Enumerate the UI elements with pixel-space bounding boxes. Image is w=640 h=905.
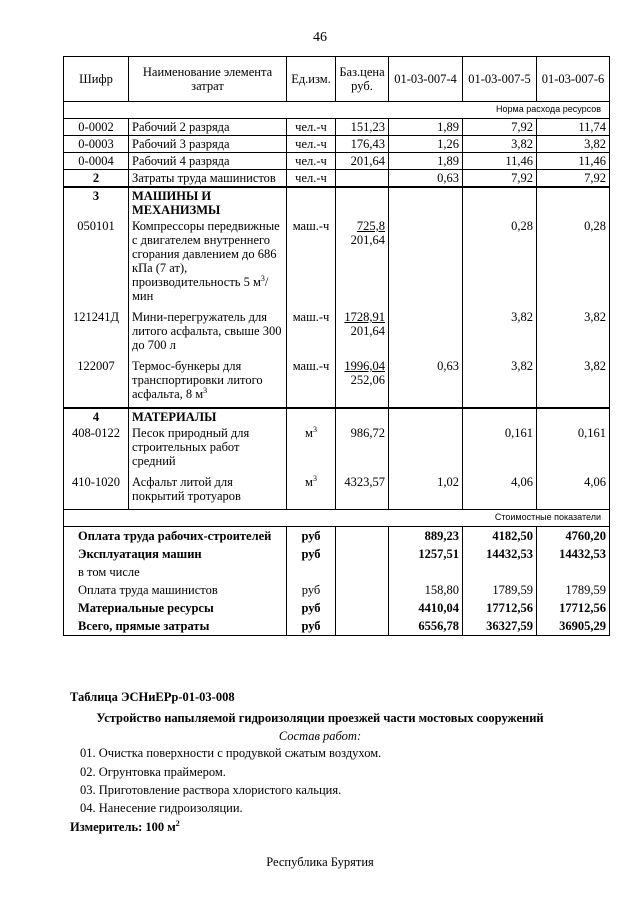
empty-cell xyxy=(336,187,389,218)
empty-cell xyxy=(537,187,610,218)
row-value xyxy=(389,218,463,309)
row-unit: маш.-ч xyxy=(287,309,336,358)
row-value xyxy=(389,425,463,474)
cost-value: 6556,78 xyxy=(389,617,463,636)
machines-section-row xyxy=(64,187,610,218)
worker-row xyxy=(64,136,610,153)
page-number: 46 xyxy=(313,30,327,45)
row-value: 11,74 xyxy=(537,119,610,136)
cost-name: Оплата труда машинистов xyxy=(64,581,287,599)
cost-unit: руб xyxy=(287,545,336,563)
norm-row xyxy=(64,102,610,119)
izmeritel-sup: 2 xyxy=(175,818,180,828)
work-item-4: 04. Нанесение гидроизоляции. xyxy=(80,801,243,815)
row-value: 0,28 xyxy=(537,218,610,309)
row-value: 7,92 xyxy=(463,119,537,136)
row-unit: чел.-ч xyxy=(287,170,336,188)
row-name xyxy=(129,309,287,358)
work-item-1: 01. Очистка поверхности с продувкой сжатым воздухом. xyxy=(80,746,382,760)
cost-value: 1257,51 xyxy=(389,545,463,563)
row-name-sup: 3 xyxy=(203,385,208,395)
section-code: 3 xyxy=(64,187,129,218)
row-code: 0-0003 xyxy=(64,136,129,153)
row-code: 0-0004 xyxy=(64,153,129,170)
empty-cell xyxy=(336,527,389,546)
row-value: 0,161 xyxy=(463,425,537,474)
cost-value: 36327,59 xyxy=(463,617,537,636)
table2-subtitle: Устройство напыляемой гидроизоляции проезжей части мостовых сооружений xyxy=(96,711,544,725)
cost-name: Материальные ресурсы xyxy=(64,599,287,617)
cost-label-row xyxy=(64,510,610,527)
table2-title: Таблица ЭСНиЕРр-01-03-008 xyxy=(70,690,235,704)
cost-row xyxy=(64,545,610,563)
worker-row xyxy=(64,153,610,170)
cost-value xyxy=(463,563,537,581)
material-row xyxy=(64,425,610,474)
cost-row xyxy=(64,617,610,636)
row-value: 3,82 xyxy=(537,309,610,358)
cost-value: 36905,29 xyxy=(537,617,610,636)
header-row xyxy=(64,57,610,102)
cost-value: 4182,50 xyxy=(463,527,537,546)
cost-name: Оплата труда рабочих-строителей xyxy=(64,527,287,546)
row-unit-sup: 3 xyxy=(312,424,317,434)
header-name: Наименование элемента затрат xyxy=(129,57,287,102)
section-code: 4 xyxy=(64,408,129,425)
row-value: 1,89 xyxy=(389,119,463,136)
cost-value: 4760,20 xyxy=(537,527,610,546)
row-value: 3,82 xyxy=(463,358,537,408)
row-code: 050101 xyxy=(64,218,129,309)
row-unit: чел.-ч xyxy=(287,119,336,136)
row-unit: чел.-ч xyxy=(287,136,336,153)
cost-name: Эксплуатация машин xyxy=(64,545,287,563)
row-unit: маш.-ч xyxy=(287,358,336,408)
machinists-row xyxy=(64,170,610,188)
row-price xyxy=(336,358,389,408)
empty-cell xyxy=(336,545,389,563)
cost-unit: руб xyxy=(287,581,336,599)
row-name: Затраты труда машинистов xyxy=(129,170,287,188)
row-unit-sup: 3 xyxy=(312,473,317,483)
row-name: Рабочий 3 разряда xyxy=(129,136,287,153)
worker-row xyxy=(64,119,610,136)
work-item-2: 02. Огрунтовка праймером. xyxy=(80,765,226,779)
row-code: 121241Д xyxy=(64,309,129,358)
row-value: 3,82 xyxy=(463,309,537,358)
row-unit xyxy=(287,474,336,510)
row-name-tail: /мин xyxy=(132,275,269,303)
row-value: 7,92 xyxy=(463,170,537,188)
row-value: 11,46 xyxy=(463,153,537,170)
row-name xyxy=(129,218,287,309)
row-unit: чел.-ч xyxy=(287,153,336,170)
row-value: 1,02 xyxy=(389,474,463,510)
row-value: 11,46 xyxy=(537,153,610,170)
empty-cell xyxy=(336,599,389,617)
row-value: 4,06 xyxy=(463,474,537,510)
row-value: 1,89 xyxy=(389,153,463,170)
row-value: 1,26 xyxy=(389,136,463,153)
header-col-1: 01-03-007-4 xyxy=(389,57,463,102)
row-price xyxy=(336,218,389,309)
row-code: 0-0002 xyxy=(64,119,129,136)
cost-unit: руб xyxy=(287,527,336,546)
header-col-3: 01-03-007-6 xyxy=(537,57,610,102)
row-code: 2 xyxy=(64,170,129,188)
row-name-text: Компрессоры передвижные с двигателем внутреннего сгорания давлением до 686 кПа (7 ат), производительность 5 м xyxy=(132,219,280,289)
material-row xyxy=(64,474,610,510)
cost-label: Стоимостные показатели xyxy=(64,510,610,527)
cost-value: 889,23 xyxy=(389,527,463,546)
row-price-base: 1996,04 xyxy=(344,359,385,373)
row-name: Асфальт литой для покрытий тротуаров xyxy=(129,474,287,510)
row-value: 0,28 xyxy=(463,218,537,309)
header-price: Баз.цена руб. xyxy=(336,57,389,102)
empty-cell xyxy=(336,563,389,581)
cost-row xyxy=(64,581,610,599)
row-price-wage: 201,64 xyxy=(350,233,385,247)
row-value: 3,82 xyxy=(537,136,610,153)
empty-cell xyxy=(336,581,389,599)
row-name: Песок природный для строительных работ средний xyxy=(129,425,287,474)
row-value: 0,63 xyxy=(389,170,463,188)
cost-row xyxy=(64,527,610,546)
row-name-text: Термос-бункеры для транспортировки литого асфальта, 8 м xyxy=(132,359,263,401)
row-price-base: 725,8 xyxy=(356,219,385,233)
row-name-text: Мини-перегружатель для литого асфальта, свыше 300 до 700 л xyxy=(132,310,282,352)
cost-unit xyxy=(287,563,336,581)
row-price xyxy=(336,170,389,188)
cost-value xyxy=(537,563,610,581)
resource-table xyxy=(63,56,610,636)
cost-value: 4410,04 xyxy=(389,599,463,617)
materials-section-row xyxy=(64,408,610,425)
cost-unit: руб xyxy=(287,599,336,617)
empty-cell xyxy=(463,408,537,425)
machine-row xyxy=(64,309,610,358)
row-code: 408-0122 xyxy=(64,425,129,474)
table2-sostav: Состав работ: xyxy=(278,729,362,743)
cost-value: 158,80 xyxy=(389,581,463,599)
row-name xyxy=(129,358,287,408)
row-name: Рабочий 4 разряда xyxy=(129,153,287,170)
row-price-wage: 252,06 xyxy=(350,373,385,387)
cost-value: 17712,56 xyxy=(463,599,537,617)
izmeritel-text: Измеритель: 100 м xyxy=(70,820,176,834)
empty-cell xyxy=(389,408,463,425)
header-code: Шифр xyxy=(64,57,129,102)
row-value: 0,63 xyxy=(389,358,463,408)
row-unit-text: м xyxy=(305,475,313,489)
row-unit: маш.-ч xyxy=(287,218,336,309)
norm-label: Норма расхода ресурсов xyxy=(64,102,610,119)
row-price xyxy=(336,309,389,358)
row-price: 176,43 xyxy=(336,136,389,153)
section-title: МАШИНЫ И МЕХАНИЗМЫ xyxy=(129,187,287,218)
cost-value: 14432,53 xyxy=(537,545,610,563)
cost-unit: руб xyxy=(287,617,336,636)
row-price-wage: 201,64 xyxy=(350,324,385,338)
row-unit xyxy=(287,425,336,474)
empty-cell xyxy=(336,617,389,636)
row-price: 4323,57 xyxy=(336,474,389,510)
row-unit-text: м xyxy=(305,426,313,440)
row-value: 4,06 xyxy=(537,474,610,510)
row-value: 3,82 xyxy=(463,136,537,153)
machine-row xyxy=(64,218,610,309)
izmeritel xyxy=(70,820,640,835)
empty-cell xyxy=(537,408,610,425)
header-col-2: 01-03-007-5 xyxy=(463,57,537,102)
cost-value: 14432,53 xyxy=(463,545,537,563)
row-value: 3,82 xyxy=(537,358,610,408)
cost-row xyxy=(64,563,610,581)
cost-row xyxy=(64,599,610,617)
row-value: 0,161 xyxy=(537,425,610,474)
cost-value: 1789,59 xyxy=(537,581,610,599)
row-price-base: 1728,91 xyxy=(344,310,385,324)
work-item-3: 03. Приготовление раствора хлористого кальция. xyxy=(80,783,342,797)
footer: Республика Бурятия xyxy=(266,855,374,869)
empty-cell xyxy=(389,187,463,218)
header-unit: Ед.изм. xyxy=(287,57,336,102)
row-value: 7,92 xyxy=(537,170,610,188)
empty-cell xyxy=(463,187,537,218)
section-title: МАТЕРИАЛЫ xyxy=(129,408,287,425)
row-code: 122007 xyxy=(64,358,129,408)
row-value xyxy=(389,309,463,358)
row-price: 986,72 xyxy=(336,425,389,474)
cost-name: Всего, прямые затраты xyxy=(64,617,287,636)
empty-cell xyxy=(287,408,336,425)
cost-value: 1789,59 xyxy=(463,581,537,599)
cost-name: в том числе xyxy=(64,563,287,581)
row-code: 410-1020 xyxy=(64,474,129,510)
cost-value xyxy=(389,563,463,581)
cost-value: 17712,56 xyxy=(537,599,610,617)
row-price: 201,64 xyxy=(336,153,389,170)
row-name-sup: 3 xyxy=(260,273,265,283)
empty-cell xyxy=(336,408,389,425)
empty-cell xyxy=(287,187,336,218)
row-price: 151,23 xyxy=(336,119,389,136)
machine-row xyxy=(64,358,610,408)
row-name: Рабочий 2 разряда xyxy=(129,119,287,136)
